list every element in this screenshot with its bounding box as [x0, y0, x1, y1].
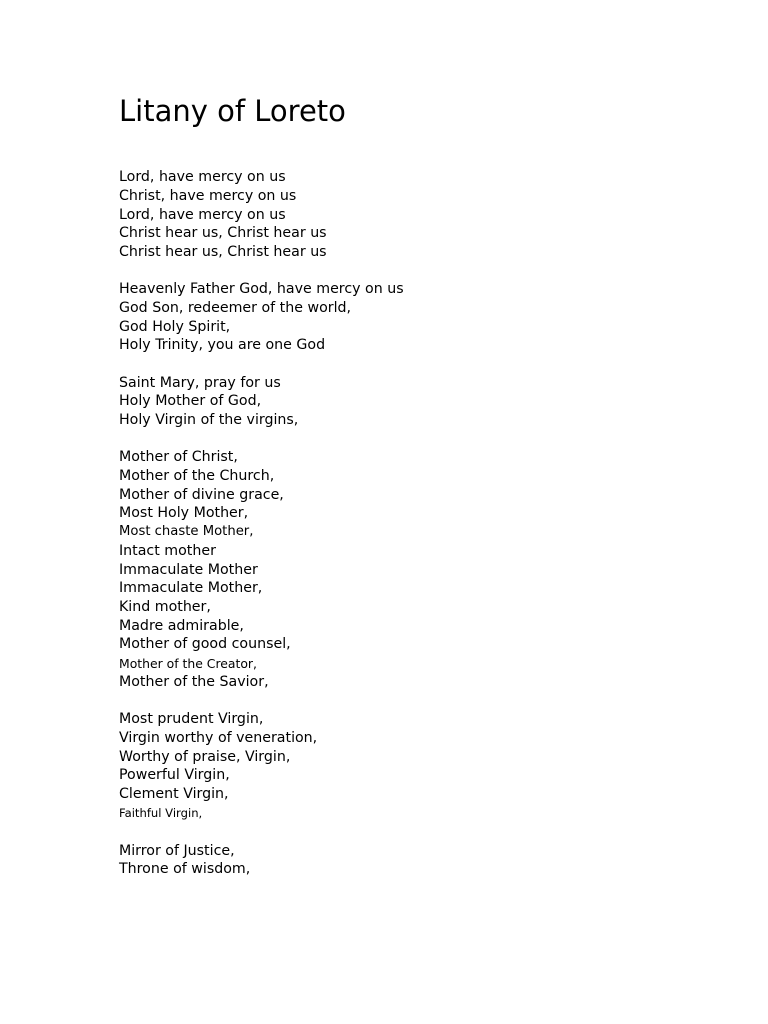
litany-line: Lord, have mercy on us: [119, 207, 286, 223]
litany-line: Immaculate Mother,: [119, 580, 263, 596]
litany-line: Christ hear us, Christ hear us: [119, 244, 327, 260]
litany-line: Most chaste Mother,: [119, 524, 254, 539]
litany-line: Immaculate Mother: [119, 562, 258, 578]
litany-line: Christ hear us, Christ hear us: [119, 225, 327, 241]
litany-line: Mother of the Church,: [119, 468, 275, 484]
litany-line: Mirror of Justice,: [119, 843, 235, 859]
litany-line: Virgin worthy of veneration,: [119, 730, 318, 746]
litany-line: Mother of the Savior,: [119, 674, 269, 690]
litany-line: Most Holy Mother,: [119, 505, 249, 521]
litany-line: Powerful Virgin,: [119, 767, 230, 783]
litany-line: Heavenly Father God, have mercy on us: [119, 281, 404, 297]
litany-line: Mother of Christ,: [119, 449, 238, 465]
litany-line: Mother of divine grace,: [119, 487, 284, 503]
page-title: Litany of Loreto: [119, 94, 346, 128]
litany-line: Lord, have mercy on us: [119, 169, 286, 185]
litany-line: Worthy of praise, Virgin,: [119, 749, 291, 765]
litany-line: Holy Trinity, you are one God: [119, 337, 326, 353]
litany-line: Most prudent Virgin,: [119, 711, 264, 727]
litany-line: God Holy Spirit,: [119, 319, 231, 335]
litany-line: Mother of the Creator,: [119, 656, 257, 671]
litany-line: Saint Mary, pray for us: [119, 375, 281, 391]
litany-line: Throne of wisdom,: [119, 861, 251, 877]
litany-line: Faithful Virgin,: [119, 806, 203, 820]
litany-line: God Son, redeemer of the world,: [119, 300, 352, 316]
litany-line: Madre admirable,: [119, 618, 244, 634]
litany-line: Kind mother,: [119, 599, 211, 615]
litany-line: Holy Mother of God,: [119, 393, 262, 409]
litany-line: Mother of good counsel,: [119, 636, 291, 652]
litany-line: Clement Virgin,: [119, 786, 229, 802]
litany-line: Christ, have mercy on us: [119, 188, 297, 204]
litany-line: Intact mother: [119, 543, 216, 559]
litany-line: Holy Virgin of the virgins,: [119, 412, 299, 428]
